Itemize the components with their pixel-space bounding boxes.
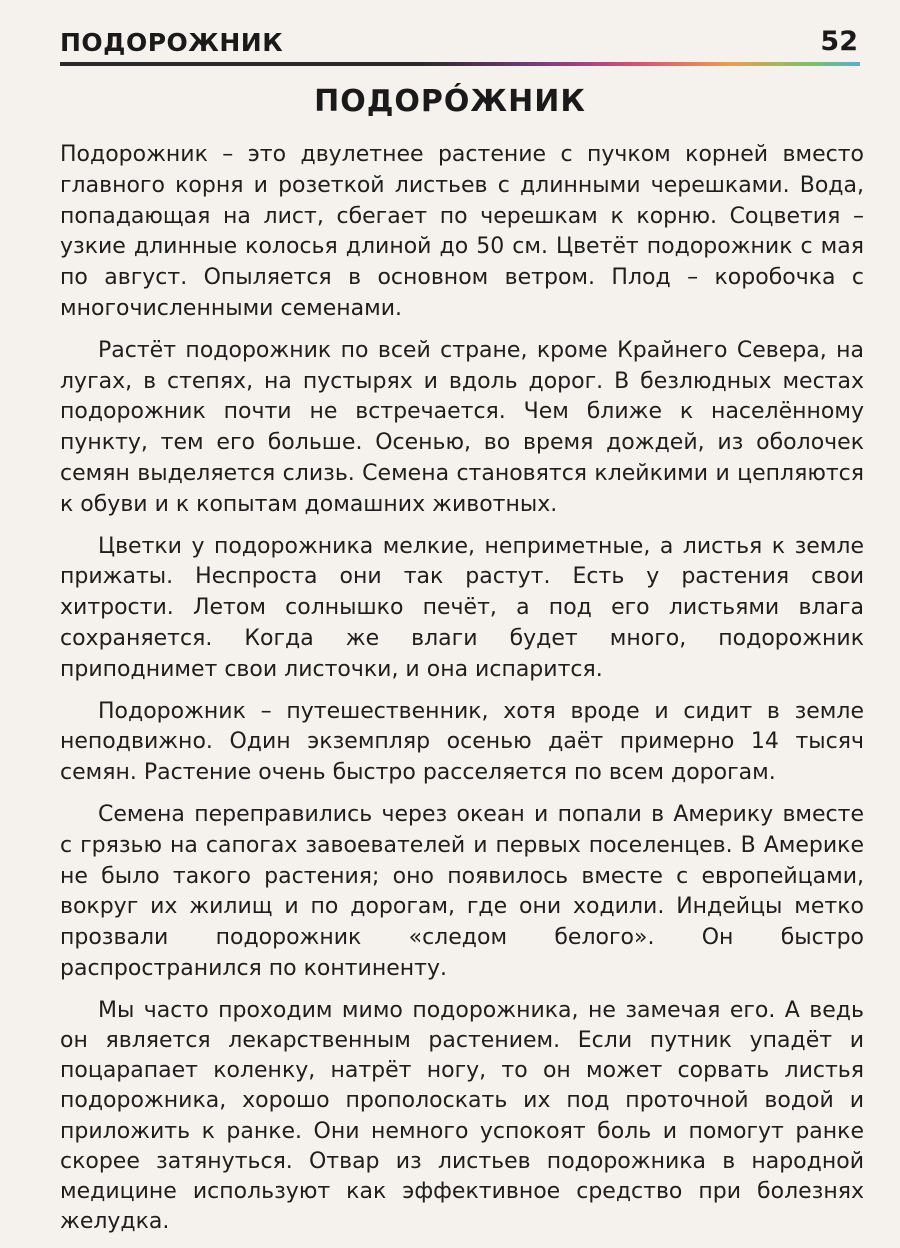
page-number: 52 <box>820 26 858 57</box>
running-head <box>60 26 860 66</box>
paragraph-6: Мы часто проходим мимо подорожника, не замечая его. А ведь он является лекарственным растением. Если путник упадёт и поцарапает коленку, натрёт ногу, то он может сорвать листья подорожника, хорошо прополоскать их под проточной водой и приложить к ранке. Они немного успокоят боль и помогут ранке скорее затянуться. Отвар из листьев подорожника в народной медицине используют как эффективное средство при болезнях желудка. <box>60 997 864 1235</box>
article-title: ПОДОРÓЖНИК <box>314 84 586 119</box>
article-body <box>60 140 864 1248</box>
paragraph-2: Растёт подорожник по всей стране, кроме Крайнего Севера, на лугах, в степях, на пустырях и вдоль дорог. В безлюдных местах подорожник почти не встречается. Чем ближе к населённому пункту, тем его больше. Осенью, во время дождей, из оболочек семян выделяется слизь. Семена становятся клейкими и цепляются к обуви и к копытам домашних животных. <box>60 337 864 517</box>
paragraph-4: Подорожник – путешественник, хотя вроде и сидит в земле неподвижно. Один экземпляр осенью даёт примерно 14 тысяч семян. Растение очень быстро расселяется по всем дорогам. <box>60 698 864 786</box>
paragraph-1: Подорожник – это двулетнее растение с пучком корней вместо главного корня и розеткой листьев с длинными черешками. Вода, попадающая на лист, сбегает по черешкам к корню. Соцветия – узкие длинные колосья длиной до 50 см. Цветёт подорожник с мая по август. Опыляется в основном ветром. Плод – коробочка с многочисленными семенами. <box>60 142 864 321</box>
paragraph-5: Семена переправились через океан и попали в Америку вместе с грязью на сапогах завоевателей и первых поселенцев. В Америке не было такого растения; оно появилось вместе с европейцами, вокруг их жилищ и по дорогам, где они ходили. Индейцы метко прозвали подорожник «следом белого». Он быстро распространился по континенту. <box>60 801 864 981</box>
running-head-title: ПОДОРОЖНИК <box>60 28 284 57</box>
header-rule-divider <box>60 62 860 66</box>
paragraph-3: Цветки у подорожника мелкие, неприметные, а листья к земле прижаты. Неспроста они так растут. Есть у растения свои хитрости. Летом солнышко печёт, а под его листьями влага сохраняется. Когда же влаги будет много, подорожник приподнимет свои листочки, и она испарится. <box>60 533 864 682</box>
